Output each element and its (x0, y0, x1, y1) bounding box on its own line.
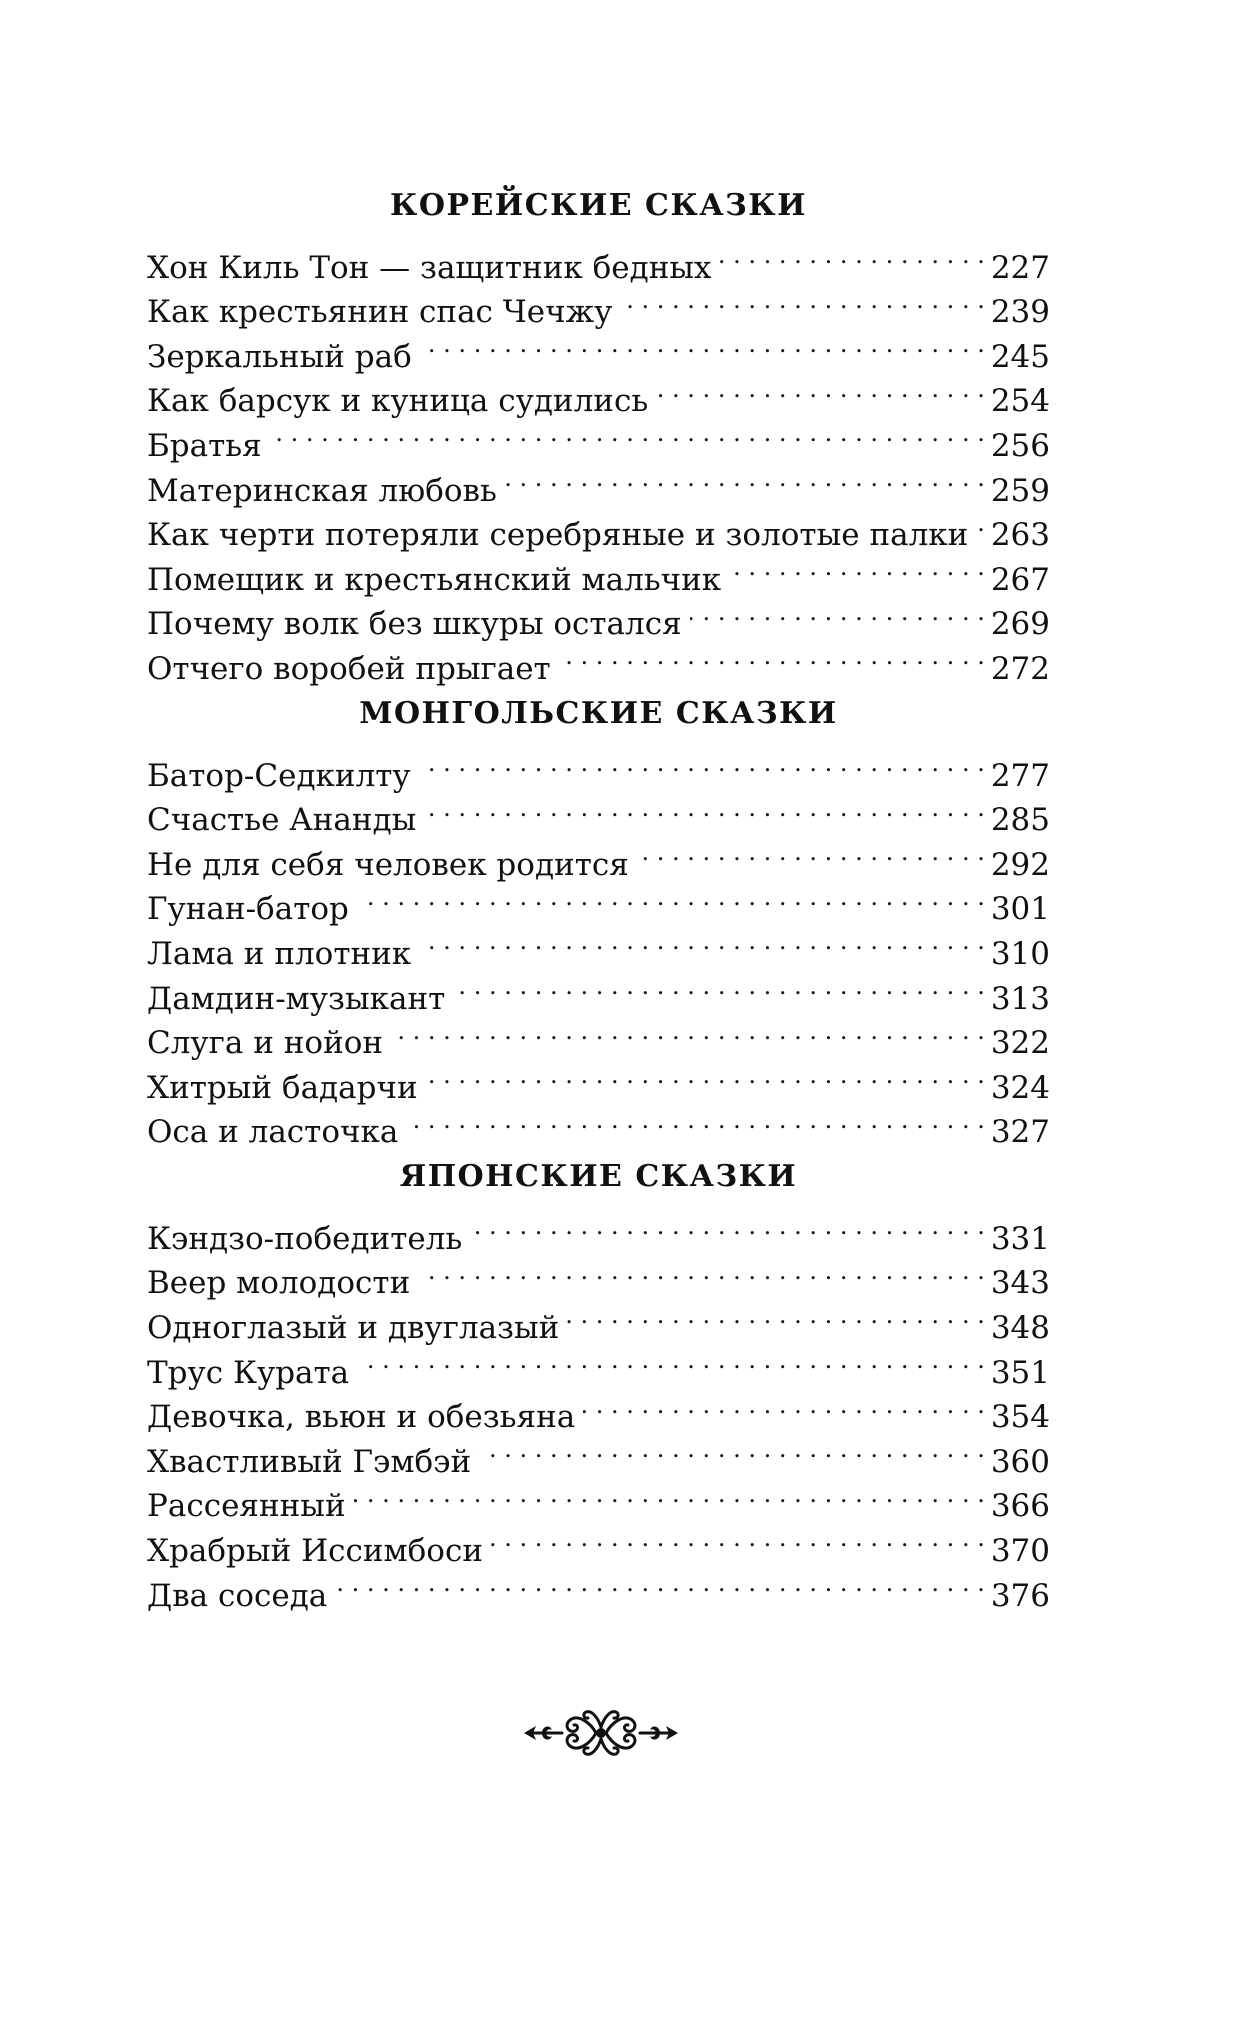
dot-leader (419, 919, 985, 964)
dot-leader (357, 1338, 985, 1383)
toc-entry[interactable] (147, 411, 1050, 464)
dot-leader (479, 1427, 985, 1472)
entry-title: Дамдин-музыкант (147, 980, 446, 1017)
entry-title: Батор-Седкилту (147, 757, 411, 794)
dot-leader (976, 501, 985, 546)
dot-leader (656, 367, 985, 412)
dot-leader (424, 786, 985, 831)
entry-page-number: 272 (990, 650, 1050, 687)
dot-leader (567, 1293, 985, 1338)
entry-title: Как черти потеряли серебряные и золотые палки (147, 517, 969, 554)
toc-entry[interactable] (147, 456, 1050, 509)
dot-leader (391, 1009, 985, 1054)
dot-leader (720, 233, 985, 278)
dot-leader (505, 456, 985, 501)
entry-page-number: 263 (990, 517, 1050, 554)
entry-title: Два соседа (147, 1577, 328, 1614)
section-title: ЯПОНСКИЕ СКАЗКИ (399, 1159, 798, 1195)
entry-page-number: 269 (990, 606, 1050, 643)
entry-page-number: 360 (990, 1443, 1050, 1480)
entry-title: Помещик и крестьянский мальчик (147, 561, 722, 598)
dot-leader (426, 1053, 985, 1098)
dot-leader (270, 411, 985, 456)
entry-title: Хвастливый Гэмбэй (147, 1443, 472, 1480)
dot-leader (453, 964, 985, 1009)
dot-leader (418, 1249, 985, 1294)
entry-page-number: 227 (990, 249, 1050, 286)
dot-leader (419, 741, 985, 786)
entry-page-number: 292 (990, 846, 1050, 883)
entry-title: Зеркальный раб (147, 338, 412, 375)
toc-entry[interactable] (147, 741, 1050, 794)
entry-title: Трус Курата (147, 1354, 350, 1391)
entry-list (147, 1204, 1050, 1614)
dot-leader (335, 1561, 985, 1606)
entry-page-number: 313 (990, 980, 1050, 1017)
entry-title: Как барсук и куница судились (147, 383, 649, 420)
entry-title: Как крестьянин спас Чечжу (147, 294, 613, 331)
entry-title: Гунан-батор (147, 891, 349, 928)
entry-title: Одноглазый и двуглазый (147, 1310, 560, 1347)
entry-page-number: 324 (990, 1069, 1050, 1106)
dot-leader (559, 634, 985, 679)
entry-title: Лама и плотник (147, 935, 412, 972)
entry-page-number: 254 (990, 383, 1050, 420)
entry-list (147, 741, 1050, 1151)
entry-title: Кэндзо-победитель (147, 1220, 463, 1257)
entry-page-number: 322 (990, 1025, 1050, 1062)
entry-title: Материнская любовь (147, 472, 497, 509)
dot-leader (420, 322, 985, 367)
section-title: КОРЕЙСКИЕ СКАЗКИ (390, 188, 807, 223)
entry-title: Слуга и нойон (147, 1025, 384, 1062)
section-title: МОНГОЛЬСКИЕ СКАЗКИ (359, 695, 838, 731)
dot-leader (354, 1472, 985, 1517)
dot-leader (357, 875, 985, 920)
entry-page-number: 354 (990, 1399, 1050, 1436)
dot-leader (620, 278, 984, 323)
entry-page-number: 343 (990, 1265, 1050, 1302)
entry-title: Веер молодости (147, 1265, 411, 1302)
entry-page-number: 277 (990, 757, 1050, 794)
entry-title: Храбрый Иссимбоси (147, 1533, 483, 1570)
entry-page-number: 366 (990, 1488, 1050, 1525)
table-of-contents (147, 178, 1050, 1614)
entry-title: Хон Киль Тон — защитник бедных (147, 249, 712, 286)
entry-page-number: 370 (990, 1533, 1050, 1570)
toc-entry[interactable] (147, 1204, 1050, 1257)
dot-leader (583, 1383, 985, 1428)
dot-leader (637, 830, 985, 875)
dot-leader (491, 1516, 985, 1561)
entry-title: Оса и ласточка (147, 1114, 399, 1151)
entry-page-number: 259 (990, 472, 1050, 509)
entry-title: Отчего воробей прыгает (147, 650, 551, 687)
entry-title: Не для себя человек родится (147, 846, 629, 883)
entry-title: Братья (147, 427, 262, 464)
entry-page-number: 376 (990, 1577, 1050, 1614)
entry-title: Девочка, вьюн и обезьяна (147, 1399, 576, 1436)
entry-title: Рассеянный (147, 1488, 346, 1525)
section-mongolian-tales (147, 686, 1050, 1151)
dot-leader (729, 545, 985, 590)
entry-title: Хитрый бадарчи (147, 1069, 418, 1106)
entry-page-number: 331 (990, 1220, 1050, 1257)
entry-page-number: 327 (990, 1114, 1050, 1151)
entry-page-number: 285 (990, 802, 1050, 839)
entry-title: Счастье Ананды (147, 802, 417, 839)
entry-title: Почему волк без шкуры остался (147, 606, 682, 643)
dot-leader (690, 590, 985, 635)
entry-page-number: 301 (990, 891, 1050, 928)
entry-page-number: 245 (990, 338, 1050, 375)
entry-page-number: 351 (990, 1354, 1050, 1391)
floral-scroll-ornament-icon (520, 1700, 682, 1766)
entry-page-number: 256 (990, 427, 1050, 464)
toc-entry[interactable] (147, 233, 1050, 286)
entry-page-number: 267 (990, 561, 1050, 598)
entry-list (147, 233, 1050, 687)
entry-page-number: 310 (990, 935, 1050, 972)
entry-page-number: 239 (990, 294, 1050, 331)
dot-leader (470, 1204, 985, 1249)
section-korean-tales (147, 178, 1050, 687)
entry-page-number: 348 (990, 1310, 1050, 1347)
dot-leader (406, 1098, 984, 1143)
section-japanese-tales (147, 1149, 1050, 1614)
